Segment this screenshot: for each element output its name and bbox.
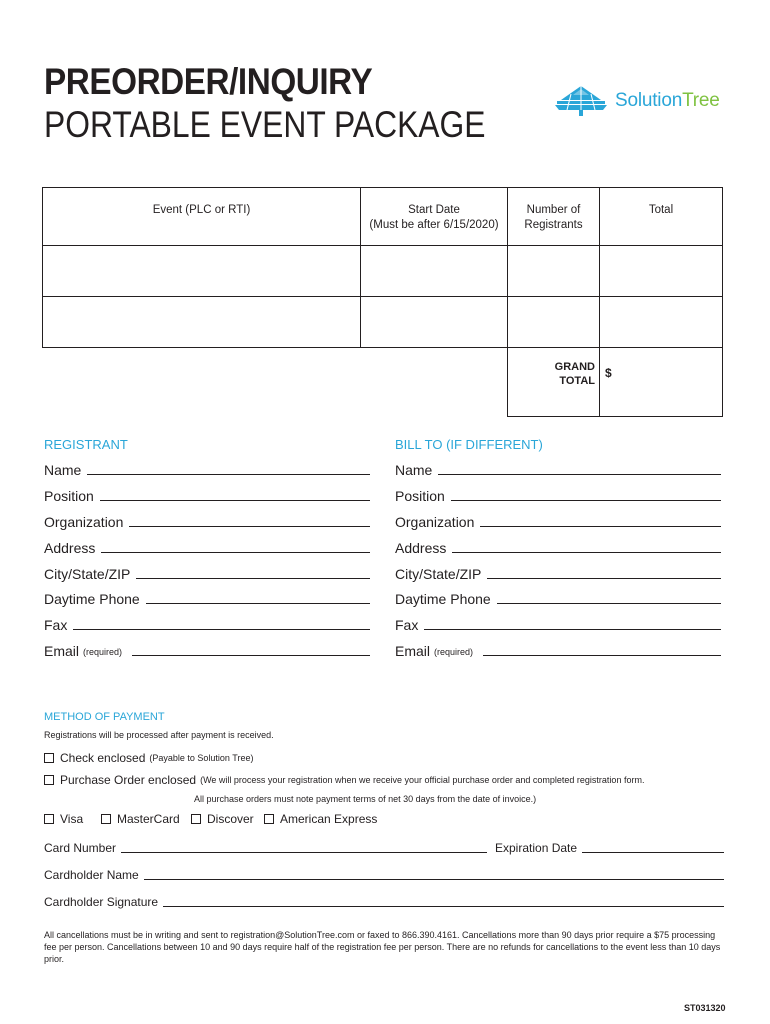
field-label: Name [395,462,433,478]
amex-checkbox[interactable] [264,814,274,824]
field-label: Email [395,643,431,659]
logo-word-tree: Tree [682,90,720,111]
col-start-date-label1: Start Date [408,204,460,216]
logo-word-solution: Solution [615,90,683,111]
start-date-cell[interactable] [361,246,508,297]
purchase-order-checkbox[interactable] [44,775,54,785]
event-table [42,187,723,417]
field-label: Card Number [44,841,117,855]
field-note: (required) [83,647,123,657]
bill-to-email-field[interactable] [395,643,721,659]
registrant-heading: REGISTRANT [44,437,128,452]
visa-checkbox[interactable] [44,814,54,824]
payment-heading: METHOD OF PAYMENT [44,711,165,723]
bill-to-heading: BILL TO (IF DIFFERENT) [395,437,543,452]
payment-note: Registrations will be processed after payment is received. [44,730,274,740]
purchase-order-option[interactable] [44,773,644,787]
col-total-label: Total [648,204,674,216]
cancellation-policy: All cancellations must be in writing and sent to registration@SolutionTree.com or faxed to 866.390.4161. Cancellations more than 90 days prior require a $75 processing fee per person. Cancellations between 10 and 90 days require half of the registration fee per person. There are no refunds for cancellations to the event less than 10 days prior. [44,930,721,964]
field-label: Cardholder Name [44,868,139,882]
bill-to-city-state-zip-field[interactable] [395,566,721,582]
mastercard-label: MasterCard [117,812,180,826]
bill-to-position-field[interactable] [395,488,721,504]
logo-wordmark [615,90,720,112]
field-label: Expiration Date [495,841,578,855]
discover-option[interactable] [191,812,254,826]
expiration-date-field[interactable] [495,841,724,855]
event-cell[interactable] [43,297,361,348]
registrant-email-field[interactable] [44,643,370,659]
form-code: ST031320 [684,1003,726,1013]
col-start-date-label2: (Must be after 6/15/2020) [369,219,499,231]
grand-total-label [508,348,600,417]
page-subtitle: PORTABLE EVENT PACKAGE [44,104,486,145]
cardholder-signature-field[interactable] [44,895,724,909]
field-label: Organization [44,514,124,530]
bill-to-name-field[interactable] [395,462,721,478]
field-label: Fax [44,617,68,633]
registrant-address-field[interactable] [44,540,370,556]
bill-to-fax-field[interactable] [395,617,721,633]
check-enclosed-option[interactable] [44,751,253,765]
solution-tree-logo [553,86,720,116]
discover-checkbox[interactable] [191,814,201,824]
visa-option[interactable] [44,812,83,826]
grand-total-label2: TOTAL [559,375,595,387]
field-label: Organization [395,514,475,530]
col-event-label: Event (PLC or RTI) [152,204,251,216]
registrant-fax-field[interactable] [44,617,370,633]
grand-total-row [43,348,723,417]
tree-logo-icon [553,86,609,116]
total-cell[interactable] [600,297,723,348]
start-date-cell[interactable] [361,297,508,348]
card-number-field[interactable] [44,841,487,855]
col-total-header [600,188,723,246]
amex-label: American Express [280,812,378,826]
col-registrants-label1: Number of [526,204,581,216]
field-label: Daytime Phone [395,591,491,607]
grand-total-value[interactable] [600,348,723,417]
bill-to-organization-field[interactable] [395,514,721,530]
table-row [43,246,723,297]
registrants-cell[interactable] [508,297,600,348]
field-label: Email [44,643,80,659]
registrant-daytime-phone-field[interactable] [44,591,370,607]
field-label: Position [44,488,94,504]
grand-total-label1: GRAND [554,361,595,373]
col-registrants-header [508,188,600,246]
mastercard-checkbox[interactable] [101,814,111,824]
currency-symbol: $ [605,366,612,380]
check-enclosed-note: (Payable to Solution Tree) [149,753,254,763]
purchase-order-terms: All purchase orders must note payment terms of net 30 days from the date of invoice.) [194,794,537,804]
field-label: Address [395,540,447,556]
registrant-position-field[interactable] [44,488,370,504]
registrant-organization-field[interactable] [44,514,370,530]
field-label: Cardholder Signature [44,895,159,909]
event-cell[interactable] [43,246,361,297]
purchase-order-note: (We will process your registration when we receive your official purchase order and completed registration form. [200,775,645,785]
page-title: PREORDER/INQUIRY [44,61,373,102]
bill-to-address-field[interactable] [395,540,721,556]
registrants-cell[interactable] [508,246,600,297]
visa-label: Visa [60,812,84,826]
mastercard-option[interactable] [101,812,180,826]
field-label: City/State/ZIP [44,566,131,582]
field-label: Fax [395,617,419,633]
check-enclosed-label: Check enclosed [60,751,146,765]
registrant-name-field[interactable] [44,462,370,478]
check-enclosed-checkbox[interactable] [44,753,54,763]
field-label: Name [44,462,82,478]
col-start-date-header [361,188,508,246]
field-label: Position [395,488,445,504]
cardholder-name-field[interactable] [44,868,724,882]
amex-option[interactable] [264,812,377,826]
col-registrants-label2: Registrants [524,219,583,231]
purchase-order-label: Purchase Order enclosed [60,773,197,787]
registrant-city-state-zip-field[interactable] [44,566,370,582]
bill-to-daytime-phone-field[interactable] [395,591,721,607]
discover-label: Discover [207,812,254,826]
field-label: City/State/ZIP [395,566,482,582]
event-table-header [43,188,723,246]
table-row [43,297,723,348]
field-label: Address [44,540,96,556]
field-note: (required) [434,647,474,657]
col-event-header [43,188,361,246]
total-cell[interactable] [600,246,723,297]
field-label: Daytime Phone [44,591,140,607]
